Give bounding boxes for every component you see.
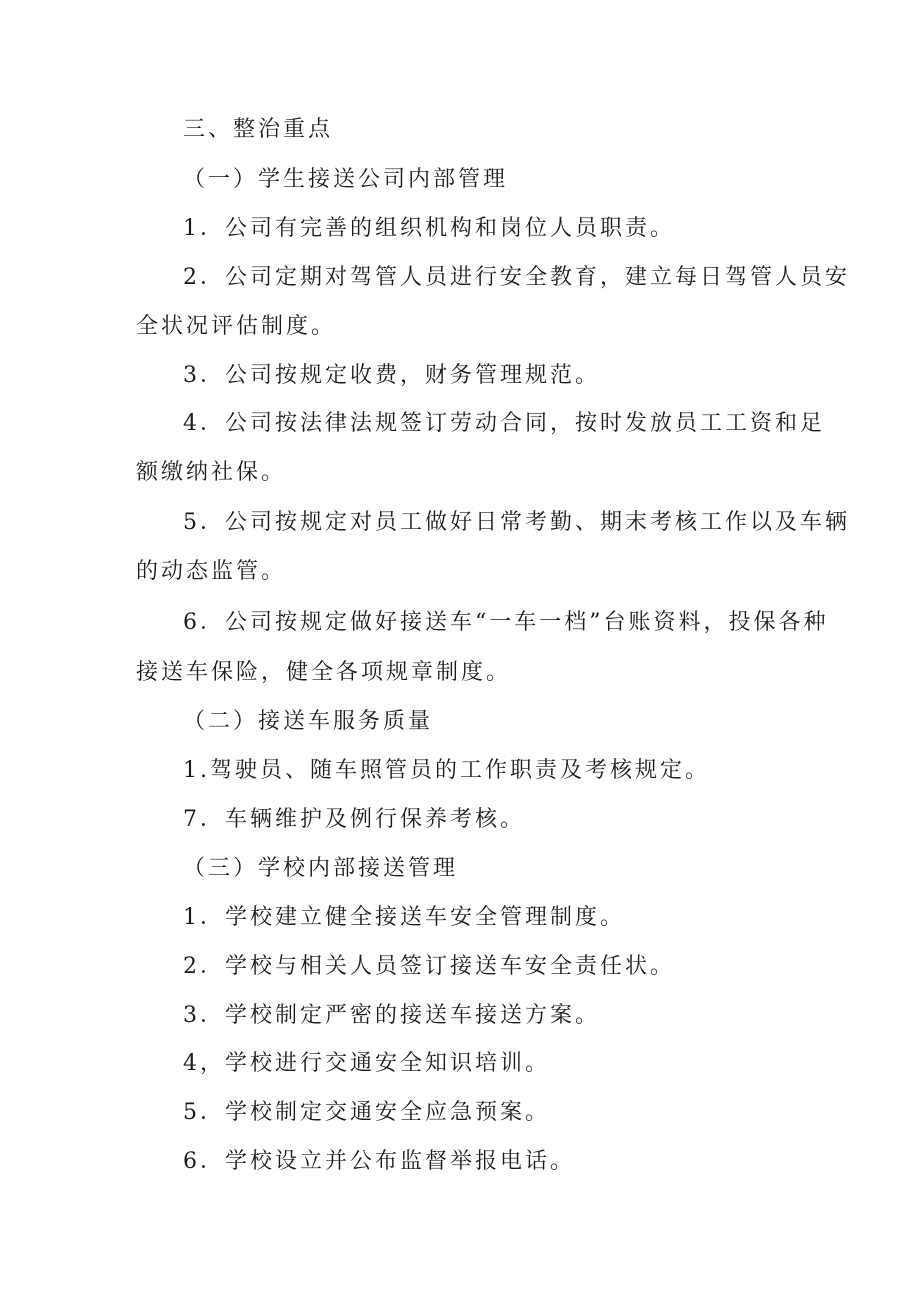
- section1-item5-line2: 的动态监管。: [136, 559, 287, 584]
- section3-item1: 1．学校建立健全接送车安全管理制度。: [183, 905, 625, 930]
- section1-item1: 1．公司有完善的组织机构和岗位人员职责。: [183, 216, 675, 241]
- section3-item2: 2．学校与相关人员签订接送车安全责任状。: [183, 954, 675, 979]
- section2-item2: 7．车辆维护及例行保养考核。: [183, 807, 525, 832]
- section1-title: （一）学生接送公司内部管理: [183, 167, 509, 192]
- section3-item5: 5．学校制定交通安全应急预案。: [183, 1100, 550, 1125]
- section-heading: 三、整治重点: [183, 117, 334, 142]
- section3-title: （三）学校内部接送管理: [183, 856, 459, 881]
- section3-item6: 6．学校设立并公布监督举报电话。: [183, 1149, 575, 1174]
- section2-item1: 1.驾驶员、随车照管员的工作职责及考核规定。: [183, 758, 710, 783]
- section1-item6-line2: 接送车保险，健全各项规章制度。: [136, 660, 512, 685]
- section3-item4: 4，学校进行交通安全知识培训。: [183, 1051, 550, 1076]
- section3-item3: 3．学校制定严密的接送车接送方案。: [183, 1003, 600, 1028]
- section1-item6-line1: 6．公司按规定做好接送车“一车一档”台账资料，投保各种: [183, 610, 829, 635]
- section1-item5-line1: 5．公司按规定对员工做好日常考勤、期末考核工作以及车辆: [183, 510, 850, 535]
- section1-item2-line2: 全状况评估制度。: [136, 314, 337, 339]
- section1-item3: 3．公司按规定收费，财务管理规范。: [183, 363, 600, 388]
- section1-item4-line2: 额缴纳社保。: [136, 460, 287, 485]
- section2-title: （二）接送车服务质量: [183, 709, 434, 734]
- section1-item2-line1: 2．公司定期对驾管人员进行安全教育，建立每日驾管人员安: [183, 265, 850, 290]
- section1-item4-line1: 4．公司按法律法规签订劳动合同，按时发放员工工资和足: [183, 411, 825, 436]
